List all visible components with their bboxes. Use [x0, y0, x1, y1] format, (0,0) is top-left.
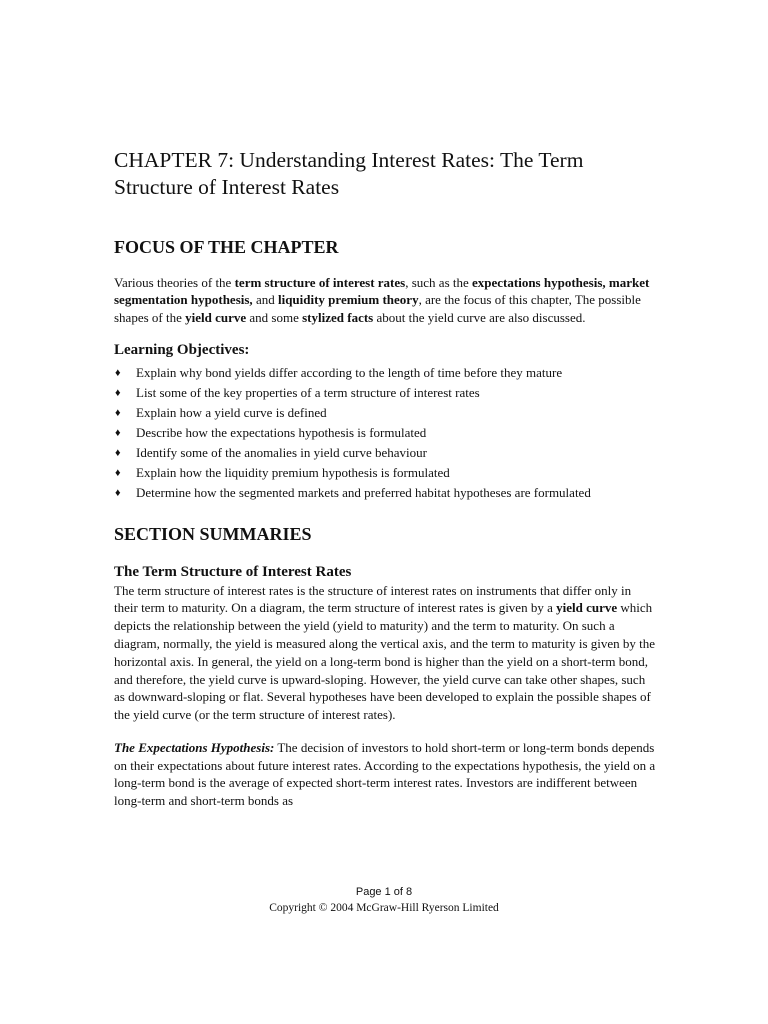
focus-bold-term: stylized facts: [302, 309, 374, 325]
section-summaries-heading: SECTION SUMMARIES: [114, 523, 312, 544]
page-footer: [0, 884, 768, 916]
body-text: The term structure of interest rates is the structure of interest rates on instruments that differ only in their term to maturity. On a diagram, the term structure of interest rates is given by a: [114, 582, 632, 616]
diamond-bullet-icon: ♦: [115, 407, 121, 420]
focus-bold-term: expectations hypothesis, market segmentation hypothesis,: [114, 275, 650, 308]
list-item: [114, 383, 658, 403]
diamond-bullet-icon: ♦: [115, 487, 121, 500]
term-structure-title: The Term Structure of Interest Rates: [114, 563, 352, 580]
diamond-bullet-icon: ♦: [115, 447, 121, 460]
list-item: [114, 403, 658, 423]
focus-text: Various theories of the: [114, 275, 235, 290]
focus-text: and some: [246, 309, 303, 325]
focus-paragraph: [114, 274, 658, 326]
focus-text: about the yield curve are also discussed.: [373, 309, 586, 325]
focus-bold-term: term structure of interest rates: [234, 275, 406, 290]
list-item-text: Describe how the expectations hypothesis is formulated: [136, 425, 427, 441]
diamond-bullet-icon: ♦: [115, 427, 121, 440]
list-item-text: Explain why bond yields differ according to the length of time before they mature: [136, 364, 563, 380]
chapter-title: [114, 147, 658, 201]
focus-bold-term: liquidity premium theory: [277, 292, 419, 308]
body-text: The decision of investors to hold short-term or long-term bonds depends on their expectations about future interest rates. According to the expectations hypothesis, the yield on a long-term bond is the average of expected short-term interest rates. Investors are indifferent between long-term and short-term bonds as: [114, 739, 656, 808]
diamond-bullet-icon: ♦: [115, 467, 121, 480]
expectations-lead: The Expectations Hypothesis:: [114, 739, 275, 755]
list-item-text: Determine how the segmented markets and preferred habitat hypotheses are formulated: [136, 485, 591, 501]
learning-objectives-list: [114, 363, 658, 504]
list-item: [114, 363, 658, 383]
list-item: [114, 463, 658, 483]
list-item-text: Explain how the liquidity premium hypothesis is formulated: [136, 465, 450, 481]
list-item-text: Explain how a yield curve is defined: [136, 405, 327, 421]
list-item: [114, 443, 658, 463]
list-item-text: Identify some of the anomalies in yield curve behaviour: [136, 445, 427, 461]
copyright-notice: Copyright © 2004 McGraw-Hill Ryerson Limited: [269, 902, 499, 914]
learning-objectives-title: Learning Objectives:: [114, 341, 250, 358]
diamond-bullet-icon: ♦: [115, 366, 121, 379]
focus-text: , such as the: [405, 275, 473, 290]
focus-text: and: [252, 292, 278, 308]
focus-heading: FOCUS OF THE CHAPTER: [114, 237, 339, 257]
chapter-title-line2: Structure of Interest Rates: [114, 175, 340, 199]
focus-bold-term: yield curve: [185, 309, 247, 325]
diamond-bullet-icon: ♦: [115, 386, 121, 399]
expectations-paragraph: [114, 739, 658, 809]
list-item-text: List some of the key properties of a term structure of interest rates: [136, 384, 480, 400]
list-item: [114, 483, 658, 503]
term-structure-paragraph: [114, 582, 658, 724]
body-bold-term: yield curve: [556, 600, 618, 616]
page-content: [114, 147, 658, 809]
chapter-title-line1: CHAPTER 7: Understanding Interest Rates: The Term: [114, 148, 584, 172]
page-number: Page 1 of 8: [355, 886, 413, 898]
focus-text: , are the focus of this chapter, The possible shapes of the: [114, 292, 641, 325]
list-item: [114, 423, 658, 443]
body-text: which depicts the relationship between the yield (yield to maturity) and the term to maturity. On such a diagram, normally, the yield is measured along the vertical axis, and the term to maturity is given by the horizontal axis. In general, the yield on a long-term bond is higher than the yield on a short-term bond, and therefore, the yield curve is upward-sloping. However, the yield curve can take other shapes, such as downward-sloping or flat. Several hypotheses have been developed to explain the possible shapes of the yield curve (or the term structure of interest rates).: [114, 600, 656, 723]
